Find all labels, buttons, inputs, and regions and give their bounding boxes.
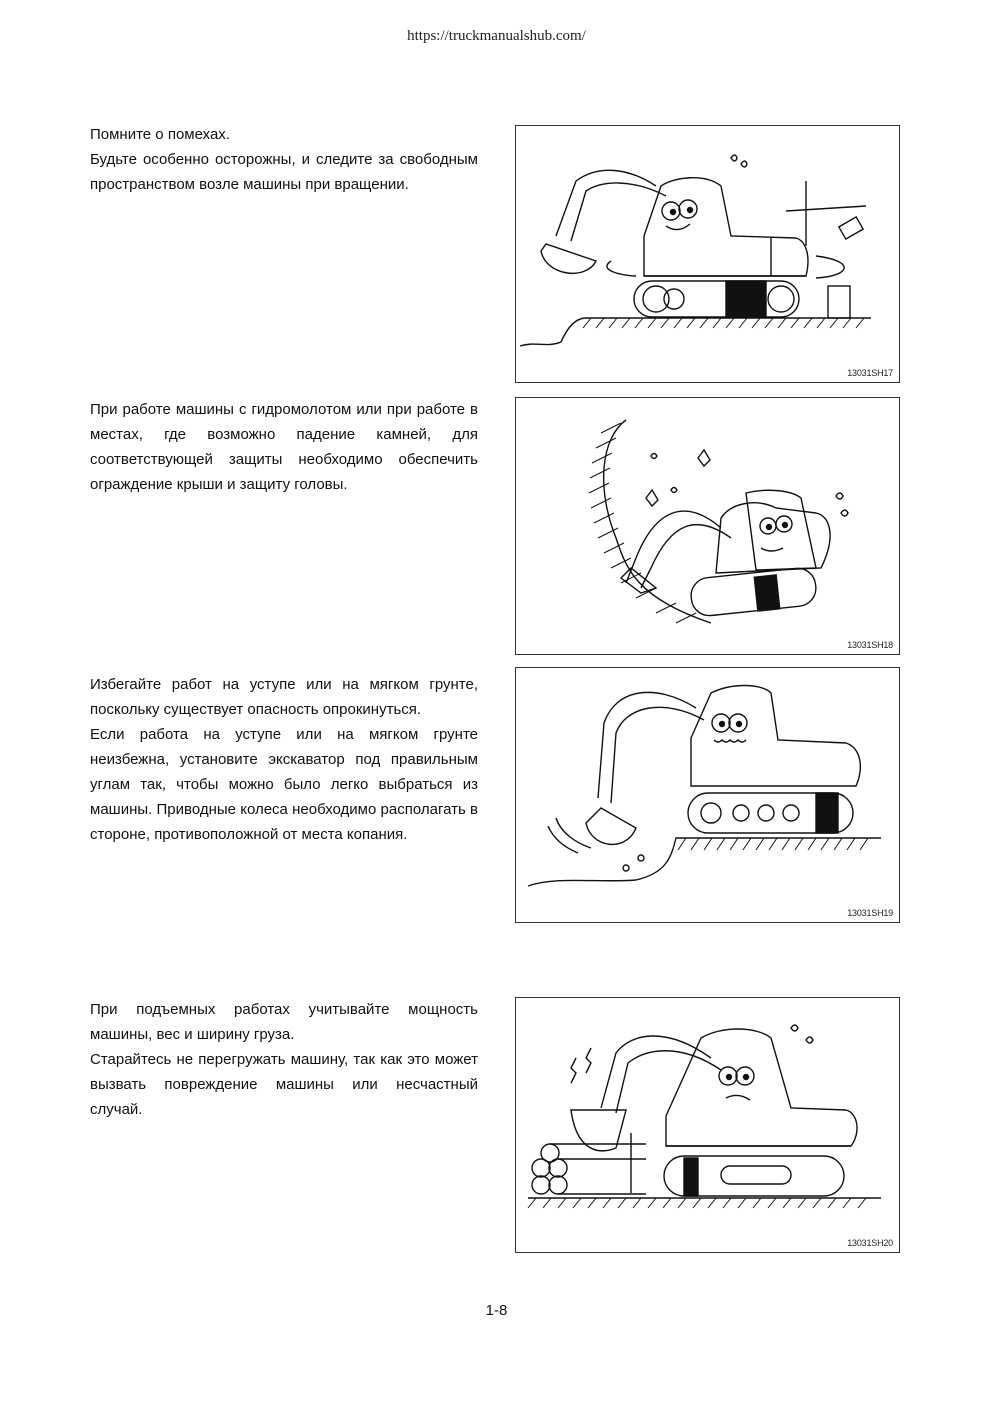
paragraph: При работе машины с гидромолотом или при работе в местах, где возможно падение камней, для соответствующей защиты необходимо обеспечить ограждение крыши и защиту головы. (90, 401, 478, 493)
figure-falling-rocks (515, 397, 900, 655)
paragraph: Старайтесь не перегружать машину, так как это может вызвать повреждение машины или несчастный случай. (90, 1051, 478, 1118)
excavator-ledge-illustration (516, 668, 900, 923)
section-2-text (90, 397, 478, 497)
paragraph: Избегайте работ на уступе или на мягком грунте, поскольку существует опасность опрокинуться. (90, 676, 478, 718)
figure-code: 13031SH18 (847, 640, 893, 650)
page-number: 1-8 (485, 1302, 508, 1319)
excavator-breaker-illustration (516, 398, 900, 655)
figure-code: 13031SH19 (847, 908, 893, 918)
paragraph: Будьте особенно осторожны, и следите за свободным пространством возле машины при вращении. (90, 151, 478, 193)
figure-lifting-load (515, 997, 900, 1253)
figure-ledge-soft-ground (515, 667, 900, 923)
figure-code: 13031SH17 (847, 368, 893, 378)
section-3-text (90, 672, 478, 847)
paragraph: Помните о помехах. (90, 126, 230, 143)
section-1-text (90, 122, 478, 197)
figure-swing-clearance (515, 125, 900, 383)
excavator-lifting-illustration (516, 998, 900, 1253)
section-4-text (90, 997, 478, 1122)
header-url: https://truckmanualshub.com/ (407, 28, 586, 44)
excavator-swing-illustration (516, 126, 900, 383)
figure-code: 13031SH20 (847, 1238, 893, 1248)
paragraph: При подъемных работах учитывайте мощность машины, вес и ширину груза. (90, 1001, 478, 1043)
paragraph: Если работа на уступе или на мягком грунте неизбежна, установите экскаватор под правильным углам так, чтобы можно было легко выбраться из машины. Приводные колеса необходимо располагать в стороне, противоположной от места копания. (90, 726, 478, 843)
